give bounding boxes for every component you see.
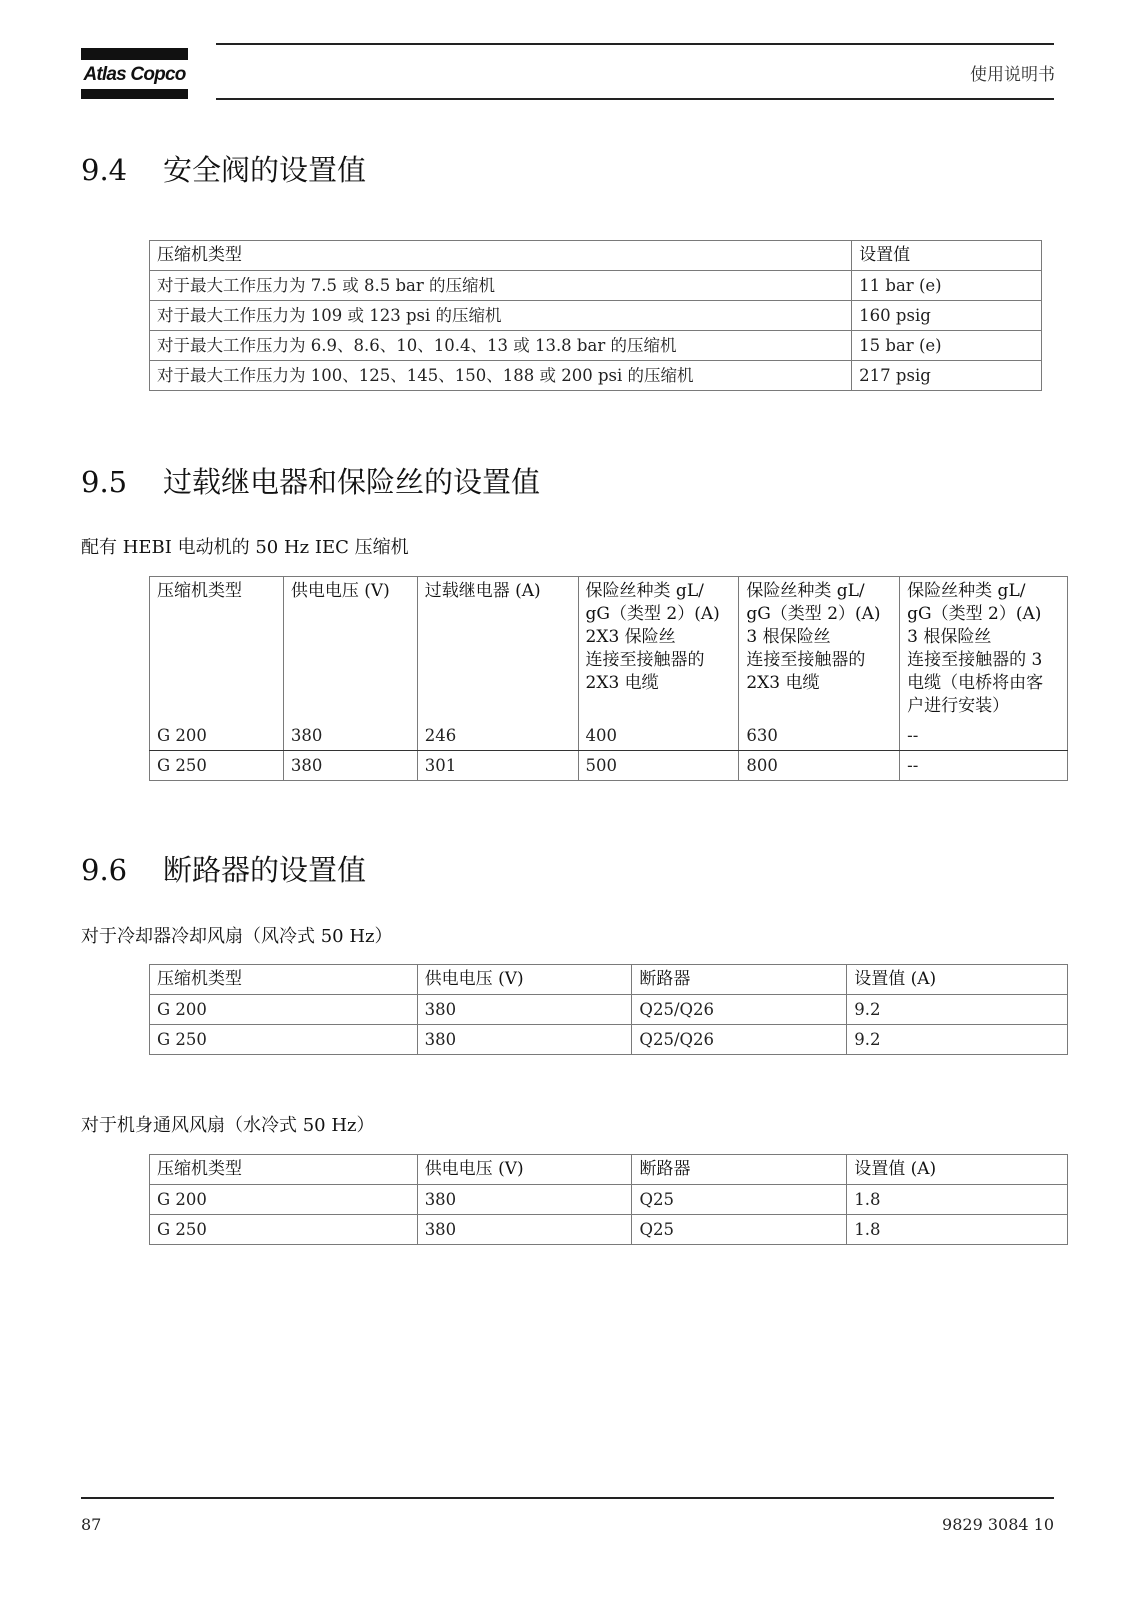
table-row [150,1185,1068,1215]
overload-fuse-table [149,576,1068,781]
table-header-row [150,1155,1068,1185]
table-cell: G 200 [150,1185,418,1215]
column-header: 压缩机类型 [150,1155,418,1185]
section-number: 9.6 [81,853,128,887]
table-cell: Q25 [632,1185,847,1215]
logo-bar-top [81,48,188,60]
table-cell: G 250 [150,1025,418,1055]
table-row [150,1215,1068,1245]
table-cell: Q25/Q26 [632,995,847,1025]
column-header: 压缩机类型 [150,965,418,995]
column-header: 断路器 [632,965,847,995]
table-cell: G 250 [150,1215,418,1245]
table-cell: 9.2 [847,1025,1068,1055]
safety-valve-table [149,240,1042,391]
table-cell: -- [900,751,1068,781]
section-number: 9.4 [81,153,128,187]
section-subtitle: 对于冷却器冷却风扇（风冷式 50 Hz） [81,926,393,947]
table-cell: 217 psig [852,361,1042,391]
column-header: 供电电压 (V) [283,577,417,722]
page-number: 87 [81,1515,102,1534]
header-rule-bottom [216,98,1054,100]
body-fan-breaker-table [149,1154,1068,1245]
table-cell: 对于最大工作压力为 109 或 123 psi 的压缩机 [150,301,852,331]
column-header: 过载继电器 (A) [417,577,578,722]
table-cell: 11 bar (e) [852,271,1042,301]
logo-wordmark: Atlas Copco [83,64,186,85]
column-header: 保险丝种类 gL/ gG（类型 2）(A) 3 根保险丝 连接至接触器的 2X3 电缆 [739,577,900,722]
document-title: 使用说明书 [970,65,1055,85]
column-header: 压缩机类型 [150,241,852,271]
section-9-5-heading [81,460,540,501]
section-title: 安全阀的设置值 [163,153,367,187]
table-cell: 15 bar (e) [852,331,1042,361]
table-cell: 9.2 [847,995,1068,1025]
table-cell: -- [900,721,1068,751]
table-cell: 380 [283,751,417,781]
table-row [150,331,1042,361]
table-row [150,271,1042,301]
section-9-6-heading [81,848,366,889]
table-cell: G 200 [150,721,284,751]
table-row [150,301,1042,331]
table-cell: 301 [417,751,578,781]
logo-bar-bottom [81,89,188,99]
table-cell: 500 [578,751,739,781]
atlas-copco-logo [81,48,188,100]
table-header-row [150,241,1042,271]
header-rule-top [216,43,1054,45]
column-header: 设置值 (A) [847,1155,1068,1185]
column-header: 保险丝种类 gL/ gG（类型 2）(A) 3 根保险丝 连接至接触器的 3 电缆（电桥将由客 户进行安装） [900,577,1068,722]
table-cell: 对于最大工作压力为 7.5 或 8.5 bar 的压缩机 [150,271,852,301]
table-cell: Q25 [632,1215,847,1245]
column-header: 设置值 (A) [847,965,1068,995]
table-row [150,1025,1068,1055]
table-cell: 246 [417,721,578,751]
section-9-4-heading [81,148,366,189]
cooler-fan-breaker-table [149,964,1068,1055]
table-row [150,721,1068,751]
footer-rule [81,1497,1054,1499]
document-number: 9829 3084 10 [942,1515,1054,1534]
column-header: 设置值 [852,241,1042,271]
table-row [150,361,1042,391]
table-cell: 380 [417,1185,632,1215]
column-header: 供电电压 (V) [417,1155,632,1185]
table-header-row [150,577,1068,722]
table-header-row [150,965,1068,995]
section-title: 过载继电器和保险丝的设置值 [163,465,541,499]
column-header: 供电电压 (V) [417,965,632,995]
table-cell: 380 [417,995,632,1025]
table-cell: 对于最大工作压力为 6.9、8.6、10、10.4、13 或 13.8 bar 的压缩机 [150,331,852,361]
table-cell: G 200 [150,995,418,1025]
section-subtitle: 对于机身通风风扇（水冷式 50 Hz） [81,1115,375,1136]
table-cell: 380 [417,1215,632,1245]
table-cell: 380 [283,721,417,751]
section-number: 9.5 [81,465,128,499]
table-cell: 1.8 [847,1185,1068,1215]
section-subtitle: 配有 HEBI 电动机的 50 Hz IEC 压缩机 [81,537,409,558]
table-row [150,751,1068,781]
table-cell: 1.8 [847,1215,1068,1245]
table-cell: 400 [578,721,739,751]
table-cell: 对于最大工作压力为 100、125、145、150、188 或 200 psi 的压缩机 [150,361,852,391]
section-title: 断路器的设置值 [163,853,367,887]
table-cell: 800 [739,751,900,781]
table-cell: 630 [739,721,900,751]
table-cell: G 250 [150,751,284,781]
column-header: 断路器 [632,1155,847,1185]
table-row [150,995,1068,1025]
table-cell: Q25/Q26 [632,1025,847,1055]
column-header: 压缩机类型 [150,577,284,722]
table-cell: 380 [417,1025,632,1055]
table-cell: 160 psig [852,301,1042,331]
column-header: 保险丝种类 gL/ gG（类型 2）(A) 2X3 保险丝 连接至接触器的 2X3 电缆 [578,577,739,722]
